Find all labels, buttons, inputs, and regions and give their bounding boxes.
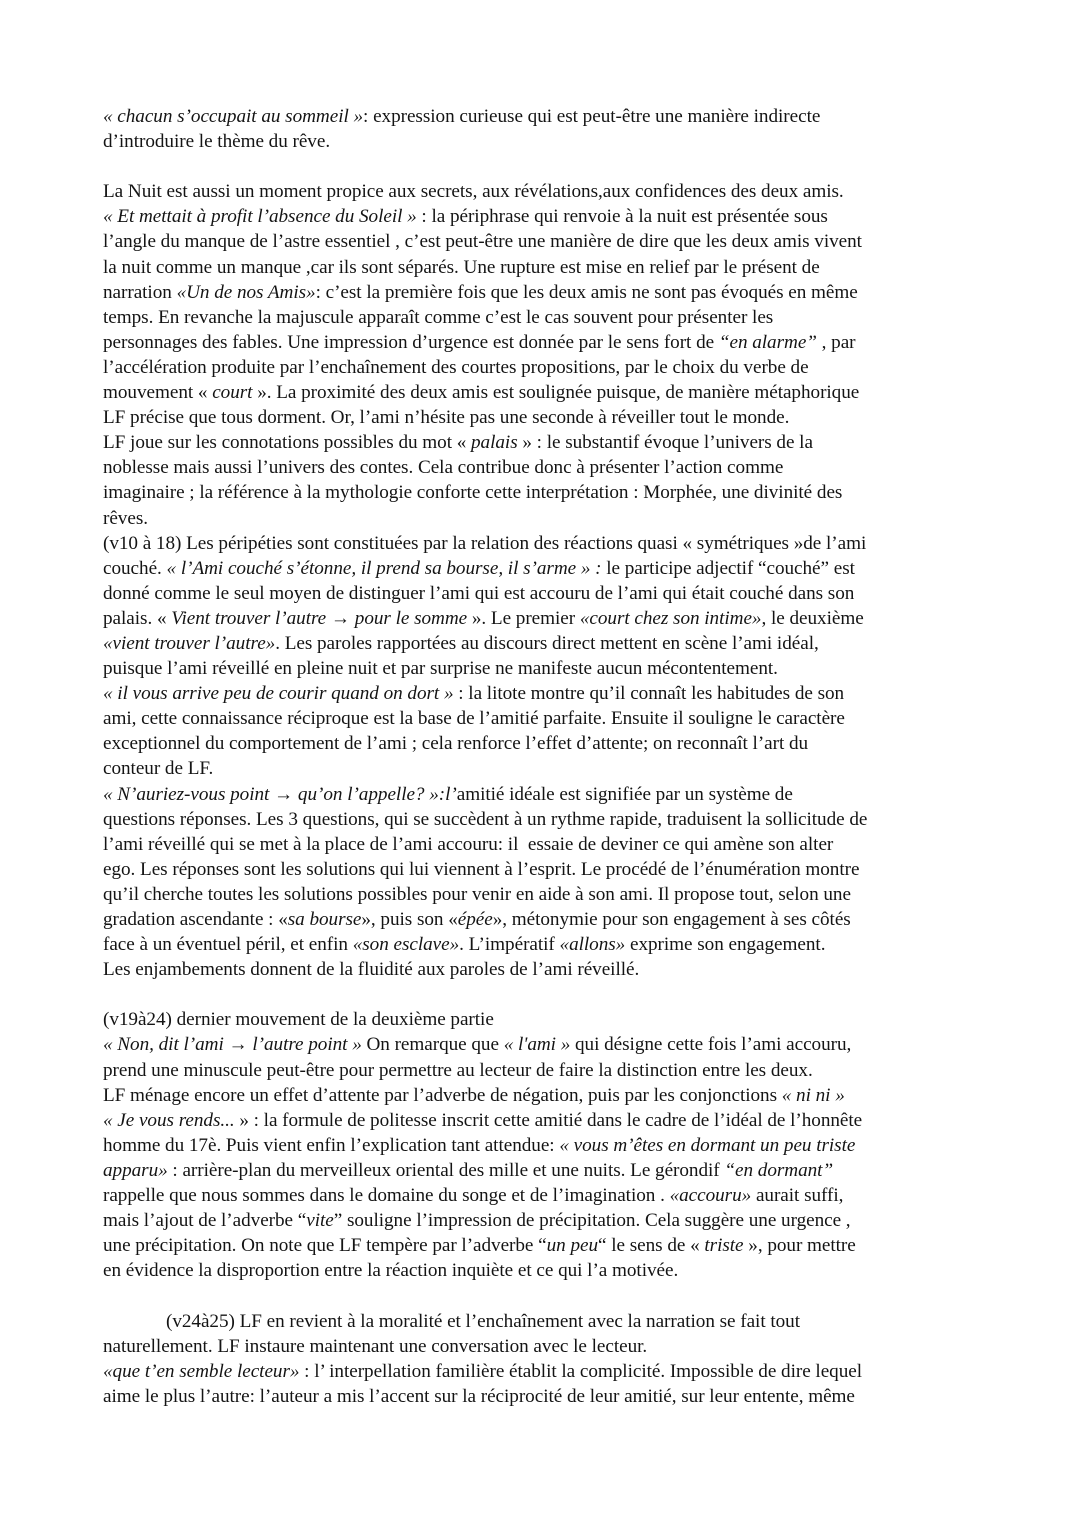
quoted-citation: «Un de nos Amis» [176, 281, 316, 303]
body-text: narration [103, 281, 177, 303]
body-text: homme du 17è. Puis vient enfin l’explication tant attendue: [103, 1134, 560, 1156]
body-text: (v10 à 18) Les péripéties sont constituées par la relation des réactions quasi « symétriques »de l’ami [103, 532, 867, 554]
body-text: , par [816, 331, 856, 353]
quoted-citation: « ni ni » [781, 1084, 845, 1106]
quoted-citation: « N’auriez-vous point → qu’on l’appelle? »:l’ [103, 783, 457, 805]
quoted-citation: « chacun s’occupait au sommeil » [103, 106, 364, 127]
text-line [103, 305, 983, 330]
quoted-citation: un peu [546, 1235, 599, 1257]
body-text: LF ménage encore un effet d’attente par l’adverbe de négation, puis par les conjonctions [103, 1084, 782, 1106]
body-text: La Nuit est aussi un moment propice aux secrets, aux révélations,aux confidences des deux amis. [103, 181, 844, 203]
body-text: amitié idéale est signifiée par un système de [456, 783, 793, 805]
text-line [103, 506, 983, 531]
text-line [103, 1334, 983, 1359]
text-line [103, 280, 983, 305]
text-line [103, 606, 983, 631]
quoted-citation: «accouru» [669, 1185, 752, 1207]
body-text: : l’ interpellation familière établit la complicité. Impossible de dire lequel [299, 1360, 863, 1382]
body-text: ». La proximité des deux amis est soulignée puisque, de manière métaphorique [252, 382, 860, 404]
text-line [103, 1007, 983, 1032]
body-text: l’ami réveillé qui se met à la place de l’ami accouru: il essaie de deviner ce qui amène son alter [103, 833, 834, 855]
body-text: mouvement « [103, 382, 213, 404]
body-text: conteur de LF. [103, 758, 214, 780]
text-line [103, 957, 983, 982]
text-line [103, 1108, 983, 1133]
text-line [103, 731, 983, 756]
body-text: imaginaire ; la référence à la mythologie conforte cette interprétation : Morphée, une divinité des [103, 482, 843, 504]
body-text: l’angle du manque de l’astre essentiel , c’est peut-être une manière de dire que les deux amis vivent [103, 231, 862, 253]
quoted-citation: «allons» [559, 934, 626, 956]
text-line [103, 932, 983, 957]
text-line [103, 656, 983, 681]
body-text: temps. En revanche la majuscule apparaît comme c’est le cas souvent pour présenter les [103, 306, 774, 328]
text-line [103, 480, 983, 505]
document-page [103, 104, 983, 1409]
body-text: qu’il cherche toutes les solutions possibles pour venir en aide à son ami. Il propose tout, selon une [103, 883, 851, 905]
text-line [103, 907, 983, 932]
text-line [103, 1384, 983, 1409]
text-line [103, 857, 983, 882]
text-line [103, 104, 983, 129]
body-text: exprime son engagement. [625, 934, 826, 956]
text-line [103, 882, 983, 907]
text-line [103, 1208, 983, 1233]
body-text: puisque l’ami réveillé en pleine nuit et par surprise ne manifeste aucun mécontentement. [103, 658, 778, 680]
body-text: qui désigne cette fois l’ami accouru, [570, 1034, 852, 1056]
body-text: (v24à25) LF en revient à la moralité et l’enchaînement avec la narration se fait tout [166, 1310, 800, 1332]
text-line [103, 1309, 983, 1334]
text-line [103, 179, 983, 204]
text-line [103, 1133, 983, 1158]
quoted-citation: Vient trouver l’autre → pour le somme [171, 607, 468, 629]
paragraph-spacer [103, 982, 983, 1007]
body-text: », pour mettre [743, 1235, 856, 1257]
quoted-citation: «son esclave» [352, 934, 460, 956]
quoted-citation: « Et mettait à profit l’absence du Soleil » [103, 206, 417, 228]
body-text: ». Le premier [467, 607, 580, 629]
body-text: gradation ascendante : « [103, 909, 288, 930]
text-line [103, 455, 983, 480]
text-line [103, 355, 983, 380]
text-line [103, 756, 983, 781]
body-text: une précipitation. On note que LF tempère par l’adverbe “ [103, 1235, 547, 1257]
body-text: (v19à24) dernier mouvement de la deuxième partie [103, 1009, 494, 1031]
quoted-citation: «vient trouver l’autre» [103, 632, 276, 654]
text-line [103, 380, 983, 405]
text-line [103, 1233, 983, 1258]
quoted-citation: sa bourse [287, 909, 362, 930]
text-line [103, 1032, 983, 1057]
body-text: naturellement. LF instaure maintenant une conversation avec le lecteur. [103, 1335, 648, 1357]
quoted-citation: triste [704, 1235, 744, 1257]
quoted-citation: court [212, 382, 253, 404]
text-line [103, 1258, 983, 1283]
body-text: aime le plus l’autre: l’auteur a mis l’accent sur la réciprocité de leur amitié, sur leur entente, même [103, 1385, 855, 1407]
body-text: le participe adjectif “couché” est [601, 557, 855, 579]
body-text: On remarque que [361, 1034, 504, 1056]
text-line [103, 1058, 983, 1083]
quoted-citation: “en alarme” [718, 331, 817, 353]
text-line [103, 229, 983, 254]
quoted-citation: « il vous arrive peu de courir quand on dort » [103, 683, 454, 705]
body-text: ” souligne l’impression de précipitation. Cela suggère une urgence , [333, 1210, 851, 1232]
quoted-citation: « l'ami » [503, 1034, 571, 1056]
body-text: mais l’ajout de l’adverbe “ [103, 1210, 307, 1232]
body-text: exceptionnel du comportement de l’ami ; cela renforce l’effet d’attente; on reconnaît l’art du [103, 733, 809, 755]
text-line [103, 782, 983, 807]
text-line [103, 129, 983, 154]
body-text: », puis son « [361, 909, 458, 930]
text-line [103, 631, 983, 656]
body-text: rappelle que nous sommes dans le domaine du songe et de l’imagination . [103, 1185, 670, 1207]
body-text: “ le sens de « [598, 1235, 705, 1257]
body-text: Les enjambements donnent de la fluidité aux paroles de l’ami réveillé. [103, 959, 640, 981]
body-text: LF précise que tous dorment. Or, l’ami n’hésite pas une seconde à réveiller tout le monde. [103, 407, 790, 429]
quoted-citation: «que t’en semble lecteur» [103, 1360, 300, 1382]
body-text: » : le substantif évoque l’univers de la [517, 432, 813, 454]
body-text: la nuit comme un manque ,car ils sont séparés. Une rupture est mise en relief par le présent de [103, 256, 820, 278]
quoted-citation: « l’Ami couché s’étonne, il prend sa bourse, il s’arme » : [166, 557, 602, 579]
body-text: donné comme le seul moyen de distinguer l’ami qui est accouru de l’ami qui était couché dans son [103, 582, 855, 604]
quoted-citation: palais [471, 432, 518, 454]
body-text: ami, cette connaissance réciproque est la base de l’amitié parfaite. Ensuite il souligne le caractère [103, 708, 845, 730]
text-line [103, 330, 983, 355]
quoted-citation: apparu» [103, 1159, 168, 1181]
text-line [103, 1083, 983, 1108]
body-text: prend une minuscule peut-être pour permettre au lecteur de faire la distinction entre les deux. [103, 1059, 813, 1081]
text-line [103, 706, 983, 731]
quoted-citation: vite [306, 1210, 334, 1232]
text-line [103, 255, 983, 280]
text-line [103, 531, 983, 556]
body-text: palais. « [103, 607, 172, 629]
text-line [103, 405, 983, 430]
text-line [103, 1359, 983, 1384]
body-text: l’accélération produite par l’enchaînement des courtes propositions, par le choix du verbe de [103, 356, 809, 378]
body-text: : la litote montre qu’il connaît les habitudes de son [453, 683, 845, 705]
body-text: », métonymie pour son engagement à ses côtés [492, 909, 851, 930]
text-line [103, 581, 983, 606]
paragraph-spacer [103, 154, 983, 179]
text-line [103, 807, 983, 832]
body-text: personnages des fables. Une impression d’urgence est donnée par le sens fort de [103, 331, 719, 353]
body-text: : c’est la première fois que les deux amis ne sont pas évoqués en même [315, 281, 858, 303]
body-text: LF joue sur les connotations possibles du mot « [103, 432, 472, 454]
text-line [103, 430, 983, 455]
body-text: aurait suffi, [751, 1185, 844, 1207]
text-line [103, 556, 983, 581]
quoted-citation: « vous m’êtes en dormant un peu triste [559, 1134, 856, 1156]
body-text: . L’impératif [459, 934, 560, 956]
text-line [103, 681, 983, 706]
paragraph-spacer [103, 1283, 983, 1308]
body-text: , le deuxième [761, 607, 864, 629]
body-text: : la périphrase qui renvoie à la nuit est présentée sous [416, 206, 828, 228]
body-text: en évidence la disproportion entre la réaction inquiète et ce qui l’a motivée. [103, 1260, 679, 1282]
text-line [103, 204, 983, 229]
quoted-citation: épée [457, 909, 493, 930]
text-line [103, 832, 983, 857]
body-text: » : la formule de politesse inscrit cette amitié dans le cadre de l’idéal de l’honnête [234, 1109, 863, 1131]
body-text: d’introduire le thème du rêve. [103, 131, 331, 153]
body-text: : expression curieuse qui est peut-être une manière indirecte [363, 106, 821, 127]
quoted-citation: «court chez son intime» [579, 607, 762, 629]
text-line [103, 1158, 983, 1183]
body-text: face à un éventuel péril, et enfin [103, 934, 353, 956]
text-line [103, 1183, 983, 1208]
quoted-citation: “en dormant” [724, 1159, 834, 1181]
body-text: : arrière-plan du merveilleux oriental des mille et une nuits. Le gérondif [167, 1159, 725, 1181]
body-text: rêves. [103, 507, 148, 529]
body-text: noblesse mais aussi l’univers des contes. Cela contribue donc à présenter l’action comme [103, 457, 784, 479]
body-text: couché. [103, 557, 167, 579]
body-text: ego. Les réponses sont les solutions qui lui viennent à l’esprit. Le procédé de l’énumération montre [103, 858, 860, 880]
body-text: questions réponses. Les 3 questions, qui se succèdent à un rythme rapide, traduisent la sollicitude de [103, 808, 868, 830]
quoted-citation: « Non, dit l’ami → l’autre point » [103, 1034, 362, 1056]
body-text: . Les paroles rapportées au discours direct mettent en scène l’ami idéal, [275, 632, 819, 654]
quoted-citation: « Je vous rends... [103, 1109, 235, 1131]
